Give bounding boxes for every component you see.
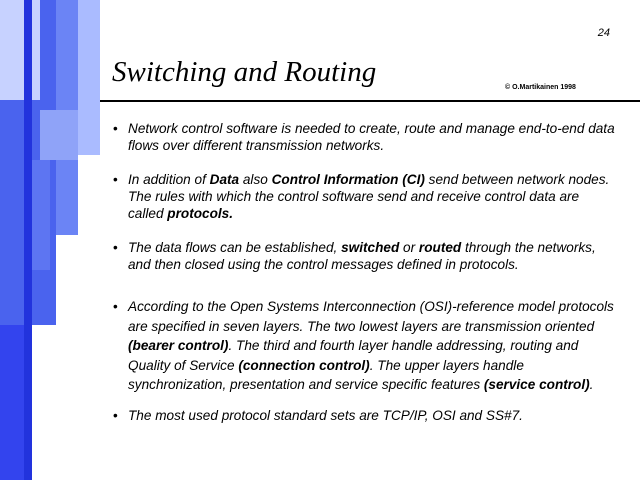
bullet-item	[113, 407, 618, 424]
decor-bar-pale	[0, 0, 40, 100]
bullet-text: Network control software is needed to create, route and manage end-to-end data flows over different transmission networks.	[128, 121, 615, 153]
title-divider	[100, 100, 640, 102]
page-number: 24	[597, 27, 610, 39]
bullet-item	[113, 171, 618, 222]
bullet-icon: •	[113, 299, 118, 314]
bullet-item	[113, 239, 618, 273]
bullet-icon: •	[113, 172, 118, 187]
bullet-item	[113, 297, 618, 395]
bullet-text: The data flows can be established, switched or routed through the networks, and then closed using the control messages defined in protocols.	[128, 240, 596, 272]
bullet-icon: •	[113, 407, 118, 423]
bullet-text: In addition of Data also Control Information (CI) send between network nodes. The rules with which the control software send and receive control data are called protocols.	[128, 172, 610, 221]
bullet-list	[113, 120, 618, 424]
bullet-text: According to the Open Systems Interconnection (OSI)-reference model protocols are specified in seven layers. The two lowest layers are transmission oriented (bearer control). The third and fourth layer handle addressing, routing and Quality of Service (connection control). The upper layers handle synchronization, presentation and service specific features (service control).	[128, 299, 614, 392]
bullet-text: The most used protocol standard sets are TCP/IP, OSI and SS#7.	[128, 407, 523, 423]
copyright-notice: © O.Martikainen 1998	[505, 84, 576, 91]
bullet-icon: •	[113, 240, 118, 255]
bullet-item	[113, 120, 618, 154]
bullet-icon: •	[113, 121, 118, 136]
decor-bar-accent	[40, 110, 78, 160]
decor-bar-edge	[24, 0, 32, 480]
slide-title: Switching and Routing	[112, 56, 377, 88]
